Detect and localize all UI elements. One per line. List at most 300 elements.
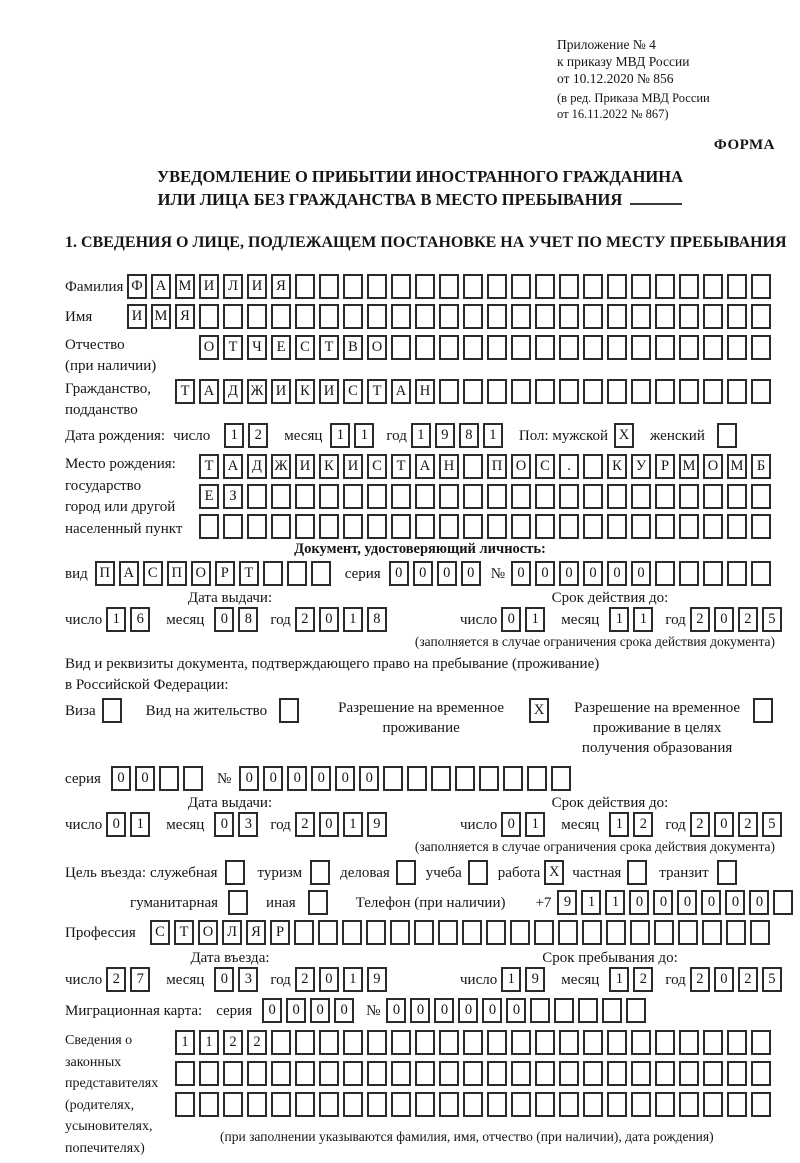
- field-purpose-row2: [130, 890, 775, 916]
- char-cell: 2: [633, 967, 653, 992]
- char-cell: О: [367, 335, 387, 360]
- char-cell: [295, 1092, 315, 1117]
- char-cell: 5: [762, 607, 782, 632]
- char-cell: 0: [434, 998, 454, 1023]
- char-cell: [583, 1030, 603, 1055]
- resdoc-validity-note: (заполняется в случае ограничения срока действия документа): [414, 839, 775, 854]
- char-cell: [727, 1092, 747, 1117]
- char-cell: [559, 514, 579, 539]
- char-cell: [415, 274, 435, 299]
- char-cell: 5: [762, 967, 782, 992]
- char-cell: [511, 304, 531, 329]
- char-cell: [751, 1092, 771, 1117]
- resdoc-valid-col: [460, 795, 786, 838]
- char-cell: 1: [343, 812, 363, 837]
- char-cell: И: [127, 304, 147, 329]
- char-cell: А: [151, 274, 171, 299]
- char-cell: [679, 1061, 699, 1086]
- char-cell: [271, 1061, 291, 1086]
- char-cell: [703, 1061, 723, 1086]
- blank-underline: [630, 191, 682, 205]
- purpose-label: Цель въезда:: [65, 865, 146, 881]
- day-label: число: [65, 612, 103, 628]
- char-cell: 2: [295, 967, 315, 992]
- char-cell: Р: [655, 454, 675, 479]
- char-cell: [367, 484, 387, 509]
- char-cell: [606, 920, 626, 945]
- char-cell: [391, 274, 411, 299]
- purpose-transit-checkbox: [717, 860, 741, 885]
- char-cell: 0: [749, 890, 769, 915]
- char-cell: [654, 920, 674, 945]
- char-cell: [343, 1092, 363, 1117]
- char-cell: [703, 274, 723, 299]
- char-cell: [271, 484, 291, 509]
- purpose-tourism-label: туризм: [257, 865, 303, 881]
- resdoc-intro-line1: Вид и реквизиты документа, подтверждающего право на пребывание (проживание): [65, 656, 600, 672]
- citizenship-label-line2: подданство: [65, 402, 138, 418]
- char-cell: [535, 274, 555, 299]
- resdoc-options: [65, 698, 775, 758]
- char-cell: [751, 304, 771, 329]
- char-cell: [319, 1030, 339, 1055]
- char-cell: [703, 514, 723, 539]
- char-cell: [295, 274, 315, 299]
- char-cell: [655, 561, 675, 586]
- char-cell: [583, 304, 603, 329]
- char-cell: 1: [411, 423, 431, 448]
- char-cell: С: [343, 379, 363, 404]
- char-cell: 1: [224, 423, 244, 448]
- annex-edit-line-2: от 16.11.2022 № 867): [557, 107, 669, 121]
- annex-edit-line-1: (в ред. Приказа МВД России: [557, 91, 710, 105]
- representatives-row2: [175, 1061, 775, 1086]
- char-cell: [751, 379, 771, 404]
- entry-dates: [65, 950, 775, 993]
- form-word: ФОРМА: [713, 137, 775, 153]
- edu-residence-checkbox: [753, 698, 777, 723]
- field-firstname: [65, 304, 775, 330]
- field-surname: [65, 274, 775, 300]
- char-cell: [535, 1092, 555, 1117]
- char-cell: [310, 860, 330, 885]
- char-cell: [343, 484, 363, 509]
- temp-residence-checkbox: [529, 698, 553, 723]
- char-cell: 5: [762, 812, 782, 837]
- char-cell: [247, 514, 267, 539]
- char-cell: 1: [633, 607, 653, 632]
- char-cell: [503, 766, 523, 791]
- iddoc-valid-month: [609, 607, 657, 632]
- char-cell: 0: [511, 561, 531, 586]
- migcard-number-label: №: [366, 1003, 381, 1019]
- day-label: число: [173, 428, 211, 444]
- iddoc-valid-line: [460, 607, 786, 633]
- char-cell: [295, 514, 315, 539]
- month-label: месяц: [166, 817, 205, 833]
- char-cell: 9: [367, 967, 387, 992]
- surname-label: Фамилия: [65, 279, 124, 295]
- birthdate-label: Дата рождения:: [65, 428, 166, 444]
- char-cell: [679, 304, 699, 329]
- char-cell: [751, 484, 771, 509]
- char-cell: [679, 561, 699, 586]
- firstname-boxes: [127, 304, 775, 329]
- char-cell: [487, 1061, 507, 1086]
- char-cell: Н: [415, 379, 435, 404]
- month-label: месяц: [284, 428, 323, 444]
- char-cell: .: [559, 454, 579, 479]
- char-cell: [431, 766, 451, 791]
- char-cell: X: [614, 423, 634, 448]
- char-cell: 1: [199, 1030, 219, 1055]
- migcard-series-boxes: [262, 998, 358, 1023]
- char-cell: [655, 1030, 675, 1055]
- representatives-row1: [175, 1030, 775, 1055]
- char-cell: [631, 379, 651, 404]
- resdoc-intro-line2: в Российской Федерации:: [65, 677, 229, 693]
- char-cell: [607, 304, 627, 329]
- purpose-private-checkbox: [627, 860, 651, 885]
- char-cell: [558, 920, 578, 945]
- char-cell: [717, 423, 737, 448]
- field-patronymic: [65, 335, 775, 377]
- char-cell: [343, 274, 363, 299]
- char-cell: [463, 274, 483, 299]
- stay-until-col: [460, 950, 786, 993]
- char-cell: Я: [271, 274, 291, 299]
- char-cell: [559, 1092, 579, 1117]
- purpose-transit-label: транзит: [659, 865, 709, 881]
- char-cell: [367, 274, 387, 299]
- char-cell: [727, 304, 747, 329]
- field-birthplace: [65, 454, 775, 540]
- char-cell: [439, 274, 459, 299]
- char-cell: [559, 335, 579, 360]
- char-cell: [679, 274, 699, 299]
- birthplace-row3: [199, 514, 775, 539]
- purpose-official-label: служебная: [149, 865, 218, 881]
- annex-reference: [557, 36, 775, 122]
- representatives-label-line5: усыновителях,: [65, 1119, 153, 1134]
- form-title: [65, 165, 775, 211]
- char-cell: 2: [690, 812, 710, 837]
- char-cell: [751, 335, 771, 360]
- char-cell: [415, 1092, 435, 1117]
- char-cell: 0: [386, 998, 406, 1023]
- char-cell: [607, 1030, 627, 1055]
- char-cell: Ж: [271, 454, 291, 479]
- char-cell: 0: [319, 812, 339, 837]
- option-visa: [65, 698, 126, 724]
- char-cell: И: [199, 274, 219, 299]
- char-cell: [631, 1061, 651, 1086]
- char-cell: О: [191, 561, 211, 586]
- char-cell: [271, 304, 291, 329]
- migcard-number-boxes: [386, 998, 650, 1023]
- form-title-line2: ИЛИ ЛИЦА БЕЗ ГРАЖДАНСТВА В МЕСТО ПРЕБЫВАНИЯ: [157, 190, 623, 209]
- resdoc-valid-year: [690, 812, 786, 837]
- iddoc-valid-year: [690, 607, 786, 632]
- char-cell: [655, 1061, 675, 1086]
- char-cell: 0: [701, 890, 721, 915]
- char-cell: [726, 920, 746, 945]
- char-cell: [559, 484, 579, 509]
- char-cell: [295, 1061, 315, 1086]
- char-cell: В: [343, 335, 363, 360]
- char-cell: 1: [343, 967, 363, 992]
- iddoc-issued-day: [106, 607, 154, 632]
- char-cell: 2: [690, 967, 710, 992]
- iddoc-issued-month: [214, 607, 262, 632]
- char-cell: 1: [343, 607, 363, 632]
- char-cell: 8: [238, 607, 258, 632]
- char-cell: 0: [106, 812, 126, 837]
- char-cell: 1: [581, 890, 601, 915]
- char-cell: [751, 274, 771, 299]
- month-label: месяц: [561, 612, 600, 628]
- stay-until-line: [460, 967, 786, 993]
- char-cell: Т: [223, 335, 243, 360]
- char-cell: [295, 1030, 315, 1055]
- char-cell: С: [143, 561, 163, 586]
- char-cell: [511, 335, 531, 360]
- char-cell: [199, 304, 219, 329]
- char-cell: 3: [238, 967, 258, 992]
- char-cell: [343, 1030, 363, 1055]
- sex-female-label: женский: [650, 428, 705, 444]
- char-cell: [655, 514, 675, 539]
- char-cell: Т: [239, 561, 259, 586]
- char-cell: 2: [738, 607, 758, 632]
- char-cell: 2: [738, 967, 758, 992]
- year-label: год: [665, 612, 686, 628]
- char-cell: [630, 920, 650, 945]
- birthplace-label-line4: населенный пункт: [65, 520, 183, 537]
- char-cell: [319, 1092, 339, 1117]
- representatives-label-line4: (родителях,: [65, 1097, 135, 1113]
- purpose-private-label: частная: [572, 865, 622, 881]
- char-cell: Т: [174, 920, 194, 945]
- char-cell: [223, 514, 243, 539]
- char-cell: [655, 379, 675, 404]
- purpose-business-checkbox: [396, 860, 420, 885]
- birthplace-label-line3: город или другой: [65, 499, 176, 515]
- resdoc-number-label: №: [216, 771, 232, 787]
- char-cell: [463, 1061, 483, 1086]
- char-cell: 0: [461, 561, 481, 586]
- char-cell: [247, 304, 267, 329]
- char-cell: Я: [175, 304, 195, 329]
- char-cell: Ч: [247, 335, 267, 360]
- char-cell: 2: [247, 1030, 267, 1055]
- char-cell: [559, 379, 579, 404]
- char-cell: [727, 1061, 747, 1086]
- year-label: год: [386, 428, 407, 444]
- representatives-label-line1: Сведения о: [65, 1033, 133, 1048]
- char-cell: 1: [525, 607, 545, 632]
- iddoc-issued-line: [65, 607, 460, 633]
- char-cell: [271, 514, 291, 539]
- resdoc-series-boxes: [111, 766, 207, 791]
- iddoc-issued-col: [65, 590, 460, 633]
- char-cell: [703, 484, 723, 509]
- char-cell: [679, 1092, 699, 1117]
- char-cell: А: [119, 561, 139, 586]
- field-profession: [65, 920, 775, 946]
- char-cell: О: [511, 454, 531, 479]
- char-cell: [703, 335, 723, 360]
- stay-until-year: [690, 967, 786, 992]
- patronymic-boxes: [199, 335, 775, 360]
- char-cell: [414, 920, 434, 945]
- char-cell: 8: [459, 423, 479, 448]
- iddoc-valid-col: [460, 590, 786, 633]
- char-cell: 0: [506, 998, 526, 1023]
- field-resdoc-series: [65, 766, 775, 792]
- char-cell: [463, 1092, 483, 1117]
- month-label: месяц: [166, 612, 205, 628]
- char-cell: [295, 484, 315, 509]
- char-cell: [535, 484, 555, 509]
- char-cell: 1: [106, 607, 126, 632]
- entry-date-year: [295, 967, 391, 992]
- char-cell: [439, 1092, 459, 1117]
- char-cell: [439, 514, 459, 539]
- char-cell: [366, 920, 386, 945]
- char-cell: 0: [653, 890, 673, 915]
- field-iddoc-kind: [65, 561, 775, 587]
- char-cell: [439, 335, 459, 360]
- char-cell: 2: [633, 812, 653, 837]
- phone-label: Телефон (при наличии): [355, 895, 506, 911]
- entry-date-month: [214, 967, 262, 992]
- char-cell: [631, 1030, 651, 1055]
- char-cell: 9: [367, 812, 387, 837]
- char-cell: [535, 1061, 555, 1086]
- char-cell: К: [319, 454, 339, 479]
- char-cell: [530, 998, 550, 1023]
- char-cell: 0: [214, 967, 234, 992]
- char-cell: 0: [677, 890, 697, 915]
- char-cell: 1: [175, 1030, 195, 1055]
- char-cell: [271, 1092, 291, 1117]
- resdoc-valid-heading: Срок действия до:: [551, 795, 669, 811]
- char-cell: [631, 484, 651, 509]
- char-cell: [247, 484, 267, 509]
- char-cell: [367, 1092, 387, 1117]
- birthplace-label-line1: Место рождения:: [65, 456, 176, 472]
- char-cell: 2: [738, 812, 758, 837]
- char-cell: 0: [111, 766, 131, 791]
- day-label: число: [460, 817, 498, 833]
- migration-card-label: Миграционная карта:: [65, 1003, 203, 1019]
- char-cell: [439, 1030, 459, 1055]
- char-cell: [343, 304, 363, 329]
- temp-residence-label: Разрешение на временное проживание: [338, 700, 505, 736]
- day-label: число: [65, 972, 103, 988]
- char-cell: 9: [525, 967, 545, 992]
- char-cell: [602, 998, 622, 1023]
- char-cell: [631, 274, 651, 299]
- char-cell: [727, 561, 747, 586]
- char-cell: [559, 304, 579, 329]
- char-cell: 0: [287, 766, 307, 791]
- char-cell: [631, 1092, 651, 1117]
- char-cell: 2: [248, 423, 268, 448]
- month-label: месяц: [561, 972, 600, 988]
- char-cell: [415, 514, 435, 539]
- char-cell: [438, 920, 458, 945]
- char-cell: [223, 1092, 243, 1117]
- char-cell: [679, 484, 699, 509]
- char-cell: 9: [557, 890, 577, 915]
- char-cell: [343, 514, 363, 539]
- char-cell: [751, 1030, 771, 1055]
- char-cell: [583, 454, 603, 479]
- year-label: год: [270, 612, 291, 628]
- char-cell: [308, 890, 328, 915]
- purpose-official-checkbox: [225, 860, 249, 885]
- day-label: число: [65, 817, 103, 833]
- char-cell: [703, 304, 723, 329]
- char-cell: [535, 514, 555, 539]
- birthdate-day-boxes: [224, 423, 272, 448]
- char-cell: [367, 514, 387, 539]
- resdoc-issued-line: [65, 812, 460, 838]
- char-cell: [678, 920, 698, 945]
- char-cell: [703, 379, 723, 404]
- char-cell: [702, 920, 722, 945]
- char-cell: 0: [319, 967, 339, 992]
- iddoc-issued-year: [295, 607, 391, 632]
- iddoc-valid-day: [501, 607, 549, 632]
- char-cell: [753, 698, 773, 723]
- char-cell: [703, 561, 723, 586]
- char-cell: 0: [135, 766, 155, 791]
- char-cell: 7: [130, 967, 150, 992]
- char-cell: [294, 920, 314, 945]
- char-cell: 0: [714, 607, 734, 632]
- char-cell: [223, 1061, 243, 1086]
- char-cell: [727, 379, 747, 404]
- char-cell: Е: [199, 484, 219, 509]
- char-cell: [655, 335, 675, 360]
- purpose-other-label: иная: [266, 895, 296, 911]
- char-cell: [655, 304, 675, 329]
- char-cell: [607, 379, 627, 404]
- char-cell: Т: [319, 335, 339, 360]
- iddoc-heading: Документ, удостоверяющий личность:: [294, 541, 546, 557]
- resdoc-issued-year: [295, 812, 391, 837]
- patronymic-label-line2: (при наличии): [65, 358, 157, 374]
- char-cell: Н: [439, 454, 459, 479]
- char-cell: 0: [437, 561, 457, 586]
- char-cell: [407, 766, 427, 791]
- purpose-humanitarian-checkbox: [228, 890, 252, 915]
- char-cell: [479, 766, 499, 791]
- char-cell: [655, 484, 675, 509]
- resdoc-issued-col: [65, 795, 460, 838]
- char-cell: [607, 514, 627, 539]
- char-cell: [415, 484, 435, 509]
- char-cell: М: [727, 454, 747, 479]
- char-cell: [487, 304, 507, 329]
- char-cell: [391, 1030, 411, 1055]
- resdoc-valid-month: [609, 812, 657, 837]
- char-cell: [511, 1061, 531, 1086]
- char-cell: [225, 860, 245, 885]
